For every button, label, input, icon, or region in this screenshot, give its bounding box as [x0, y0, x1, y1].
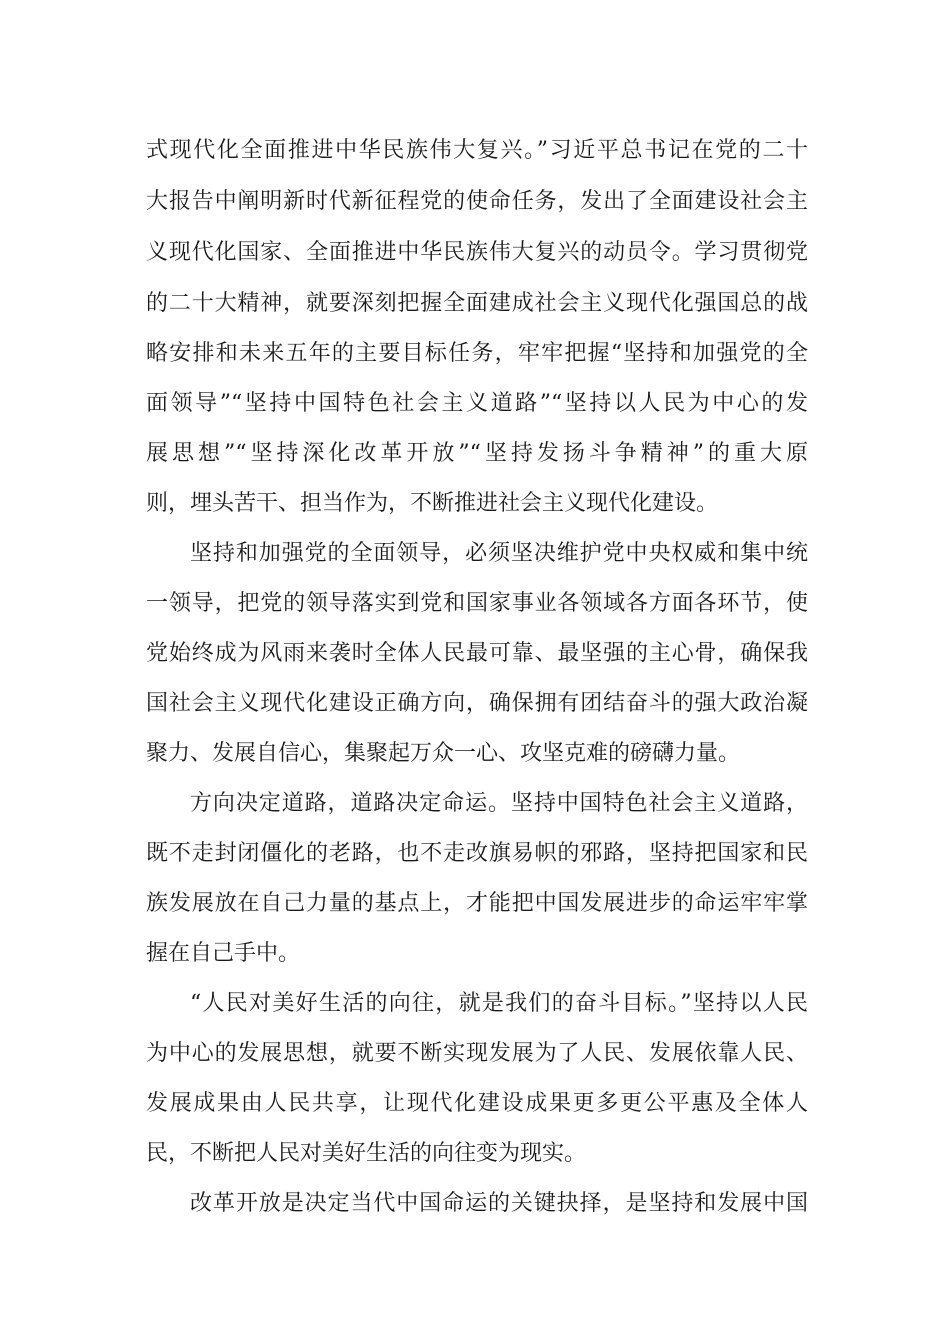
text-line: 义现代化国家、全面推进中华民族伟大复兴的动员令。学习贯彻党 [146, 240, 808, 265]
text-line: 大报告中阐明新时代新征程党的使命任务，发出了全面建设社会主 [146, 189, 808, 214]
text-line: 国社会主义现代化建设正确方向，确保拥有团结奋斗的强大政治凝 [146, 691, 808, 716]
text-line: 族发展放在自己力量的基点上，才能把中国发展进步的命运牢牢掌 [146, 891, 808, 916]
text-line: 发展成果由人民共享，让现代化建设成果更多更公平惠及全体人 [146, 1091, 808, 1116]
text-line: 握在自己手中。 [146, 941, 301, 966]
text-line: 为中心的发展思想，就要不断实现发展为了人民、发展依靠人民、 [146, 1041, 808, 1066]
text-line: 既不走封闭僵化的老路，也不走改旗易帜的邪路，坚持把国家和民 [146, 841, 808, 866]
paragraph-first-line: “人民对美好生活的向往，就是我们的奋斗目标。”坚持以人民 [190, 991, 808, 1016]
paragraph-first-line: 方向决定道路，道路决定命运。坚持中国特色社会主义道路， [190, 791, 808, 816]
text-line: 的二十大精神，就要深刻把握全面建成社会主义现代化强国总的战 [146, 291, 808, 316]
text-line: 面领导”“坚持中国特色社会主义道路”“坚持以人民为中心的发 [146, 391, 808, 416]
text-line: 民，不断把人民对美好生活的向往变为现实。 [146, 1141, 587, 1166]
text-line: 一领导，把党的领导落实到党和国家事业各领域各方面各环节，使 [146, 591, 808, 616]
paragraph-first-line: 坚持和加强党的全面领导，必须坚决维护党中央权威和集中统 [190, 541, 808, 566]
text-line: 聚力、发展自信心，集聚起万众一心、攻坚克难的磅礴力量。 [146, 741, 741, 766]
text-line: 式现代化全面推进中华民族伟大复兴。”习近平总书记在党的二十 [146, 138, 808, 163]
text-line: 则，埋头苦干、担当作为，不断推进社会主义现代化建设。 [146, 491, 719, 516]
paragraph-first-line: 改革开放是决定当代中国命运的关键抉择，是坚持和发展中国 [190, 1191, 808, 1216]
text-line: 略安排和未来五年的主要目标任务，牢牢把握“坚持和加强党的全 [146, 341, 808, 366]
text-line: 展思想”“坚持深化改革开放”“坚持发扬斗争精神”的重大原 [146, 441, 808, 466]
text-line: 党始终成为风雨来袭时全体人民最可靠、最坚强的主心骨，确保我 [146, 641, 808, 666]
